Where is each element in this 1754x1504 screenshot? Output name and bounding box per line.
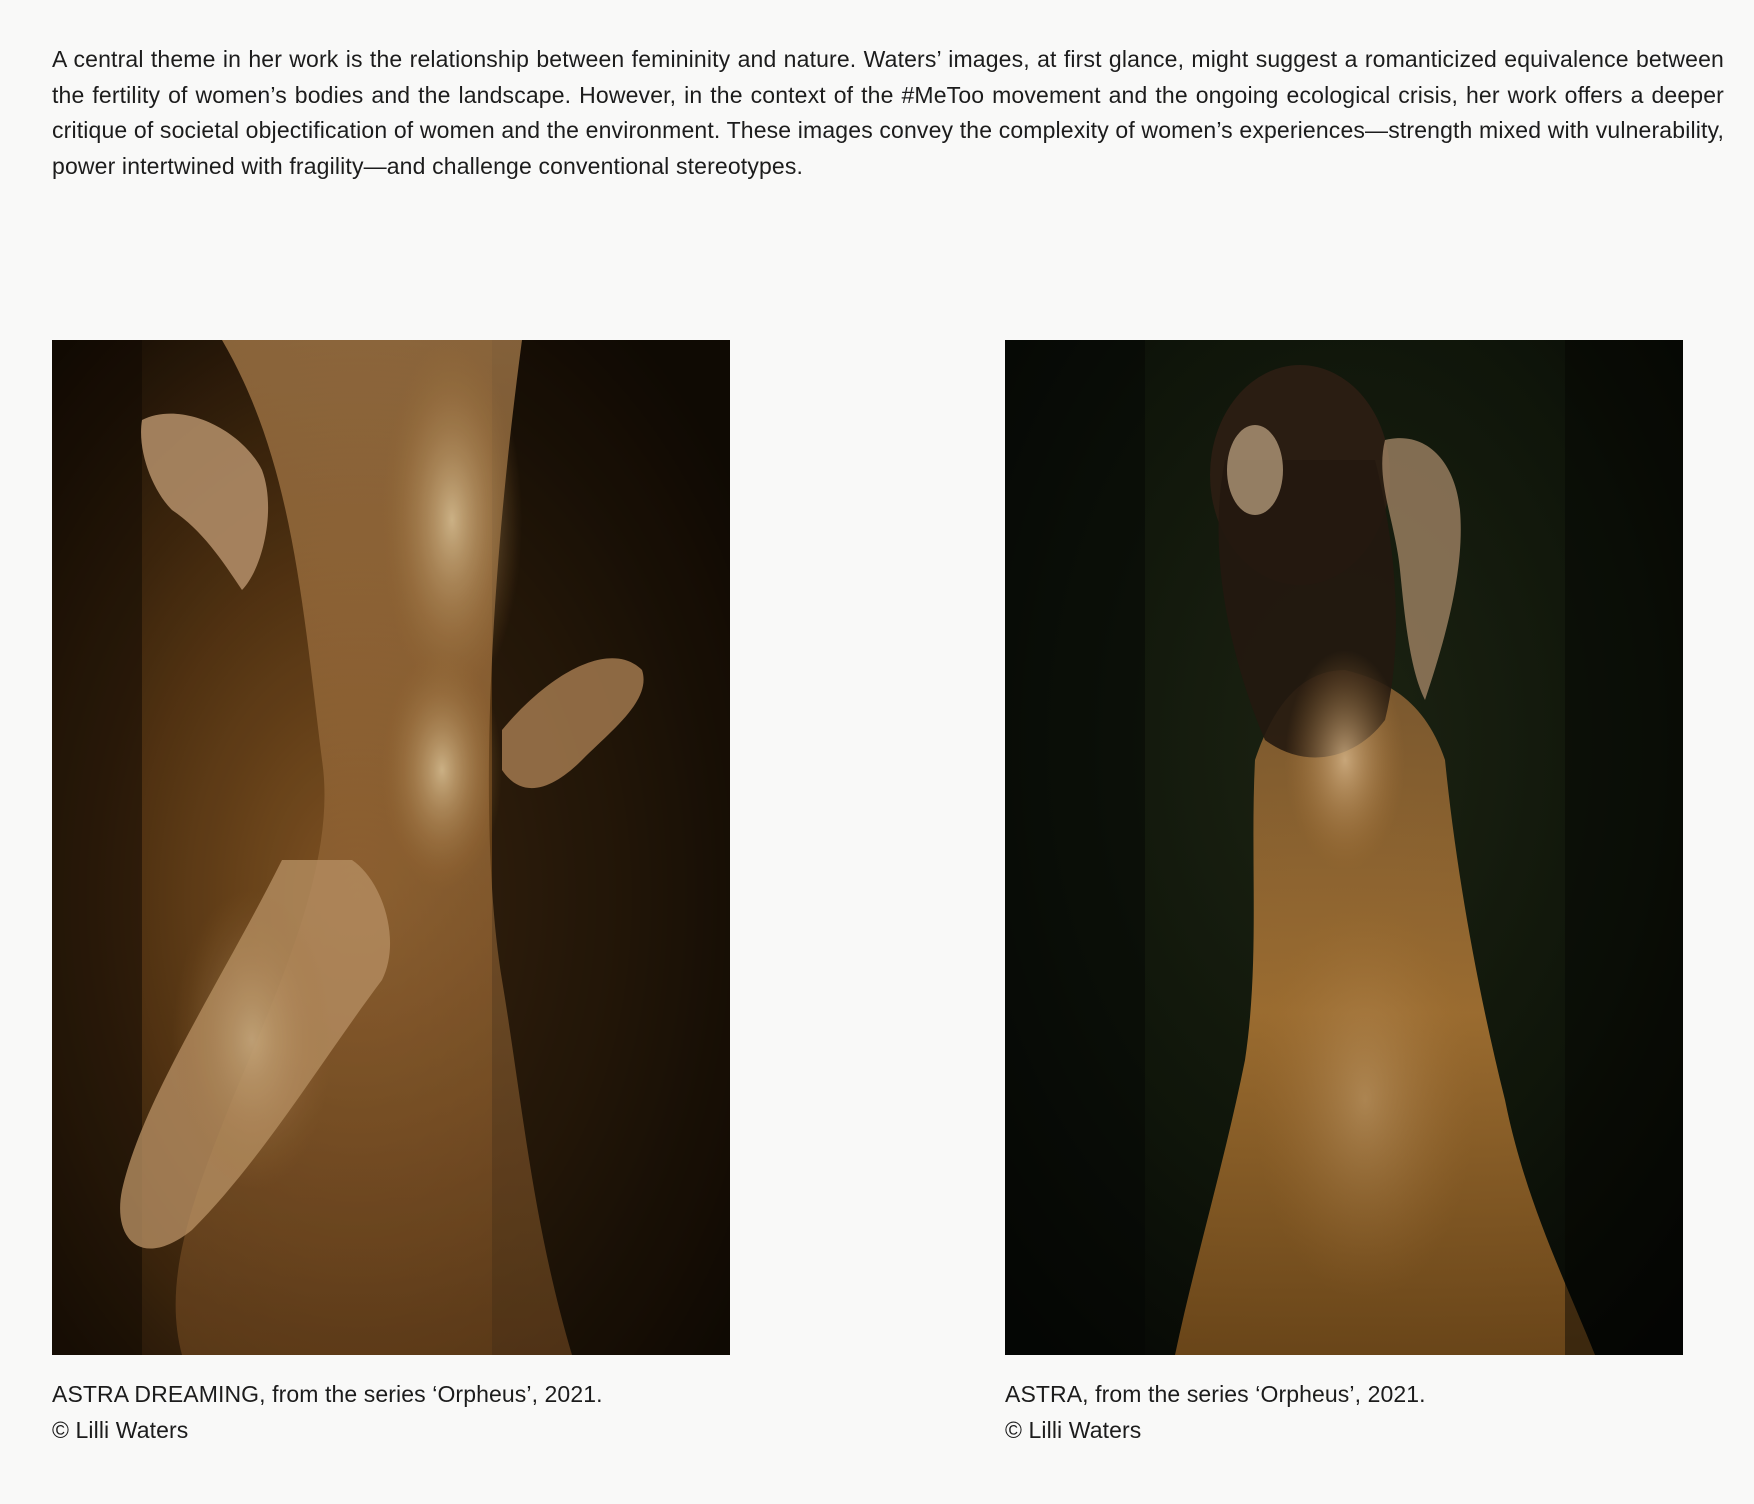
- caption-credit: © Lilli Waters: [52, 1417, 189, 1443]
- caption-title: ASTRA DREAMING, from the series ‘Orpheus’, 2021.: [52, 1381, 603, 1407]
- caption-astra-dreaming: [52, 1376, 730, 1448]
- intro-paragraph: A central theme in her work is the relationship between femininity and nature. Waters’ images, at first glance, might suggest a romanticized equivalence between the fertility of women’s bodies and the landscape. However, in the context of the #MeToo movement and the ongoing ecological crisis, her work offers a deeper critique of societal objectification of women and the environment. These images convey the complexity of women’s experiences—strength mixed with vulnerability, power intertwined with fragility—and challenge conventional stereotypes.: [52, 46, 1724, 179]
- figure-astra: [1005, 340, 1683, 1448]
- photo-astra-dreaming: [52, 340, 730, 1355]
- photo-astra: [1005, 340, 1683, 1355]
- figure-astra-dreaming: [52, 340, 730, 1448]
- caption-astra: [1005, 1376, 1683, 1448]
- caption-credit: © Lilli Waters: [1005, 1417, 1142, 1443]
- caption-title: ASTRA, from the series ‘Orpheus’, 2021.: [1005, 1381, 1426, 1407]
